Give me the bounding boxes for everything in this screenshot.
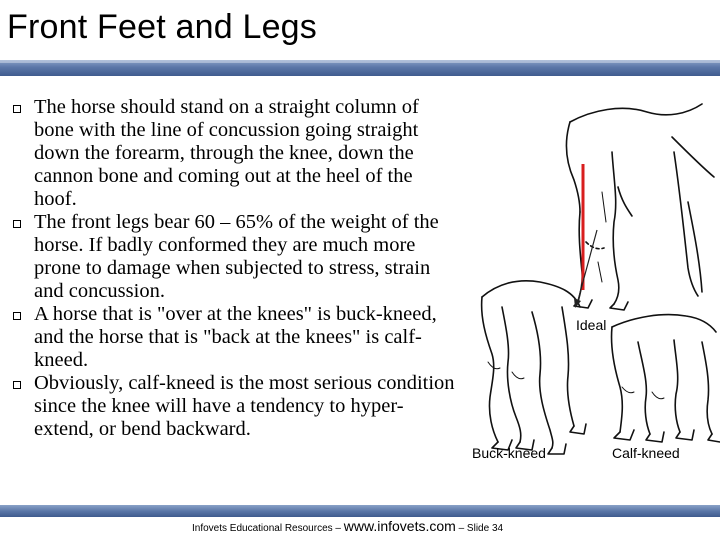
ideal-label: Ideal bbox=[576, 317, 607, 333]
calf-kneed-leg-drawing bbox=[611, 315, 720, 442]
bullet-item bbox=[12, 372, 457, 441]
leg-conformation-figure bbox=[462, 92, 720, 477]
footer-divider-bar bbox=[0, 505, 720, 517]
bullet-text: The horse should stand on a straight column of bone with the line of concussion going straight down the forearm, through the knee, down the cannon bone and coming out at the heel of the hoof. bbox=[34, 96, 419, 210]
footer bbox=[192, 518, 503, 536]
title-divider-bar bbox=[0, 60, 720, 76]
buck-kneed-leg-drawing bbox=[482, 281, 586, 454]
bullet-text: Obviously, calf-kneed is the most serious condition since the knee will have a tendency to hyper-extend, or bend backward. bbox=[34, 372, 455, 440]
buck-kneed-label: Buck-kneed bbox=[472, 445, 546, 461]
square-bullet-icon bbox=[13, 381, 21, 389]
footer-slide-number: – Slide 34 bbox=[455, 523, 504, 534]
bullet-list bbox=[12, 96, 457, 441]
footer-prefix: Infovets Educational Resources – bbox=[192, 523, 344, 534]
bullet-item bbox=[12, 96, 457, 211]
bullet-text: A horse that is "over at the knees" is buck-kneed, and the horse that is "back at the knees" is calf-kneed. bbox=[34, 303, 437, 371]
bullet-text: The front legs bear 60 – 65% of the weight of the horse. If badly conformed they are much more prone to damage when subjected to stress, strain and concussion. bbox=[34, 211, 439, 302]
bullet-item bbox=[12, 303, 457, 372]
square-bullet-icon bbox=[13, 312, 21, 320]
square-bullet-icon bbox=[13, 220, 21, 228]
square-bullet-icon bbox=[13, 105, 21, 113]
footer-url: www.infovets.com bbox=[343, 518, 456, 534]
calf-kneed-label: Calf-kneed bbox=[612, 445, 680, 461]
leg-conformation-illustration bbox=[462, 92, 720, 477]
slide-title: Front Feet and Legs bbox=[7, 8, 317, 46]
bullet-item bbox=[12, 211, 457, 303]
ideal-leg-drawing bbox=[567, 104, 714, 310]
